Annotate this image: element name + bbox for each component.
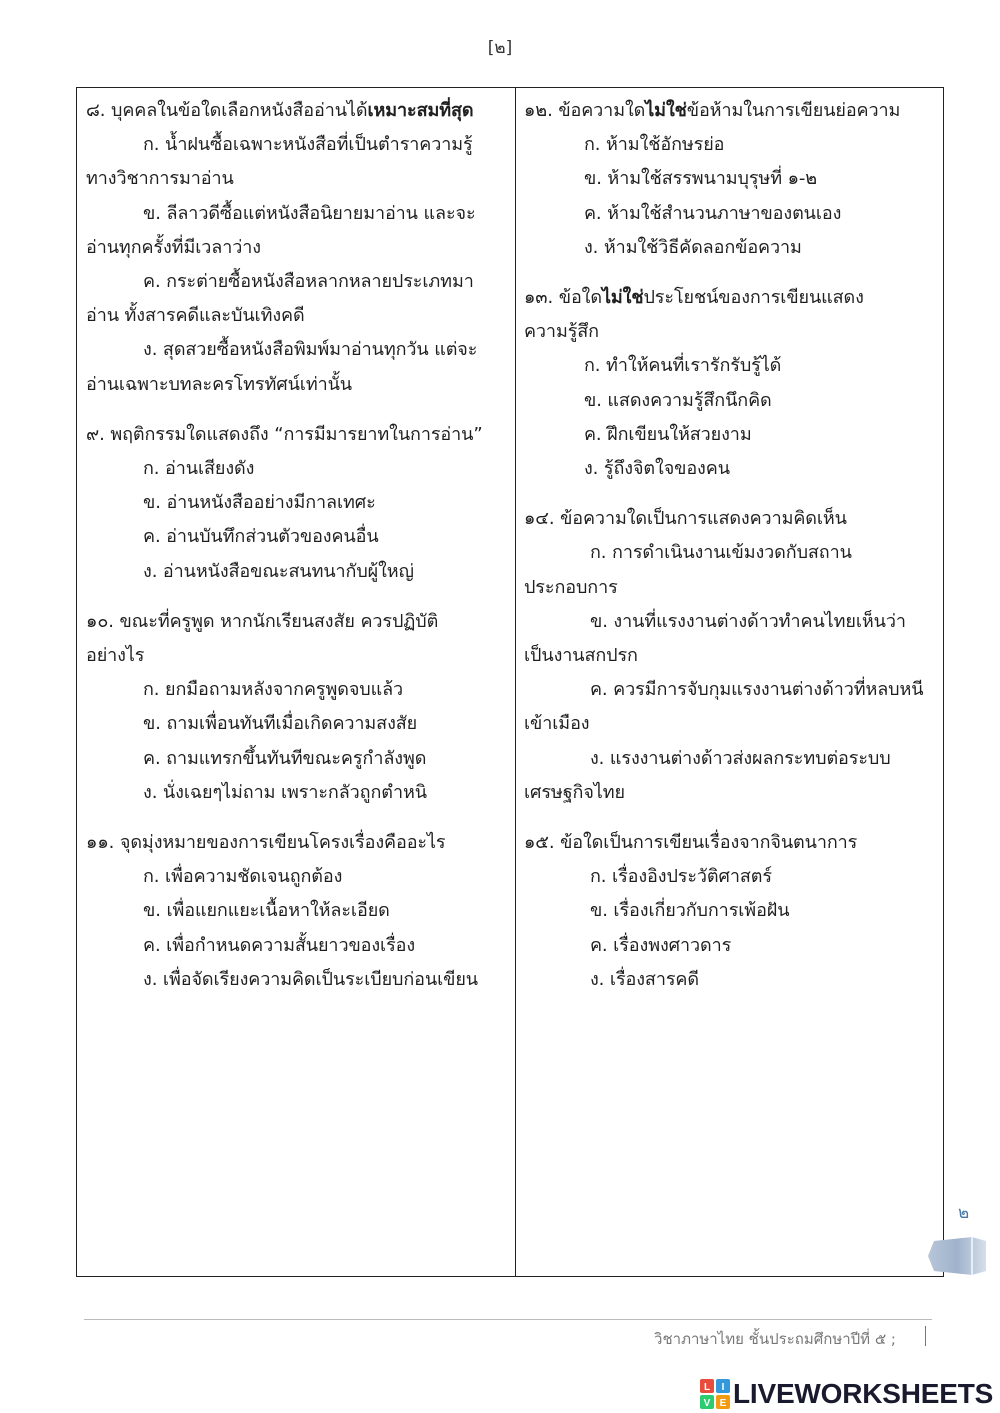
- question-9: [86, 418, 505, 589]
- question-10: [86, 605, 505, 810]
- question-11-stem: ๑๑. จุดมุ่งหมายของการเขียนโครงเรื่องคืออะไร: [86, 832, 446, 854]
- footer-subject: วิชาภาษาไทย ชั้นประถมศึกษาปีที่ ๕ ;: [654, 1330, 896, 1348]
- option-b[interactable]: ข. เรื่องเกี่ยวกับการเพ้อฝัน: [589, 900, 790, 922]
- liveworksheets-logo[interactable]: [700, 1377, 993, 1411]
- exam-table: [76, 87, 944, 1277]
- option-c[interactable]: ค. ถามแทรกขึ้นทันทีขณะครูกำลังพูด: [143, 747, 427, 769]
- page-number: [๒]: [487, 38, 513, 58]
- option-a[interactable]: ก. เพื่อความชัดเจนถูกต้อง: [143, 866, 343, 888]
- option-c-cont: เข้าเมือง: [523, 713, 590, 735]
- option-a[interactable]: ก. เรื่องอิงประวัติศาสตร์: [589, 866, 772, 888]
- svg-text:E: E: [719, 1398, 727, 1409]
- question-15-stem: ๑๕. ข้อใดเป็นการเขียนเรื่องจากจินตนาการ: [523, 832, 858, 854]
- option-a-cont: ทางวิชาการมาอ่าน: [86, 168, 234, 190]
- emphasis-text: เหมาะสมที่สุด: [367, 100, 474, 121]
- option-b[interactable]: ข. ถามเพื่อนทันทีเมื่อเกิดความสงสัย: [143, 713, 418, 735]
- option-b[interactable]: ข. เพื่อแยกแยะเนื้อหาให้ละเอียด: [143, 900, 390, 922]
- svg-text:V: V: [703, 1398, 711, 1409]
- side-page-number: ๒: [958, 1203, 970, 1223]
- option-b[interactable]: ข. งานที่แรงงานต่างด้าวทำคนไทยเห็นว่า: [589, 610, 906, 632]
- option-b[interactable]: ข. แสดงความรู้สึกนึกคิด: [583, 389, 772, 411]
- question-11: [86, 826, 505, 997]
- option-d[interactable]: ง. เรื่องสารคดี: [589, 968, 699, 990]
- svg-text:I: I: [721, 1382, 725, 1393]
- option-d[interactable]: ง. อ่านหนังสือขณะสนทนากับผู้ใหญ่: [143, 560, 414, 582]
- brand-mark-icon: [700, 1379, 730, 1409]
- question-14-stem: ๑๔. ข้อความใดเป็นการแสดงความคิดเห็น: [523, 508, 847, 530]
- question-14: [524, 502, 935, 810]
- question-8: [86, 94, 505, 402]
- option-c-cont: อ่าน ทั้งสารคดีและบันเทิงคดี: [86, 305, 305, 327]
- option-b[interactable]: ข. ลีลาวดีซื้อแต่หนังสือนิยายมาอ่าน และจะ: [143, 202, 476, 224]
- option-a[interactable]: ก. น้ำฝนซื้อเฉพาะหนังสือที่เป็นตำราความรู้: [143, 134, 473, 156]
- option-a-cont: ประกอบการ: [523, 576, 618, 598]
- emphasis-text: ไม่ใช่: [601, 287, 644, 309]
- brand-name: LIVEWORKSHEETS: [733, 1378, 994, 1409]
- question-8-stem: ๘. บุคคลในข้อใดเลือกหนังสืออ่านได้เหมาะสมที่สุด: [86, 100, 474, 121]
- question-9-stem: ๙. พฤติกรรมใดแสดงถึง “การมีมารยาทในการอ่าน”: [86, 423, 483, 445]
- option-a[interactable]: ก. ทำให้คนที่เรารักรับรู้ได้: [583, 355, 782, 377]
- option-d[interactable]: ง. สุดสวยซื้อหนังสือพิมพ์มาอ่านทุกวัน แต่จะ: [143, 339, 478, 361]
- option-d[interactable]: ง. แรงงานต่างด้าวส่งผลกระทบต่อระบบ: [589, 747, 891, 769]
- question-10-stem: ๑๐. ขณะที่ครูพูด หากนักเรียนสงสัย ควรปฏิบัติ: [86, 610, 439, 632]
- option-c[interactable]: ค. เรื่องพงศาวดาร: [589, 934, 732, 956]
- option-d[interactable]: ง. เพื่อจัดเรียงความคิดเป็นระเบียบก่อนเขียน: [143, 968, 478, 990]
- question-13-stem-cont: ความรู้สึก: [523, 321, 599, 343]
- footer-separator: [925, 1326, 926, 1346]
- question-13: [524, 281, 935, 486]
- option-c[interactable]: ค. เพื่อกำหนดความสั้นยาวของเรื่อง: [143, 934, 416, 956]
- left-column: [77, 88, 516, 1276]
- option-d-cont: อ่านเฉพาะบทละครโทรทัศน์เท่านั้น: [86, 373, 353, 395]
- option-b[interactable]: ข. ห้ามใช้สรรพนามบุรุษที่ ๑-๒: [583, 168, 818, 190]
- right-column: [516, 88, 943, 1276]
- emphasis-text: ไม่ใช่: [645, 100, 687, 121]
- option-d[interactable]: ง. รู้ถึงจิตใจของคน: [583, 458, 730, 480]
- option-d-cont: เศรษฐกิจไทย: [523, 781, 625, 803]
- question-13-stem: ๑๓. ข้อใดไม่ใช่ประโยชน์ของการเขียนแสดง: [523, 287, 864, 309]
- option-a[interactable]: ก. การดำเนินงานเข้มงวดกับสถาน: [589, 542, 852, 564]
- option-b-cont: อ่านทุกครั้งที่มีเวลาว่าง: [86, 236, 261, 258]
- svg-text:L: L: [703, 1382, 711, 1393]
- question-10-stem-cont: อย่างไร: [86, 645, 145, 667]
- option-a[interactable]: ก. ห้ามใช้อักษรย่อ: [583, 134, 725, 156]
- option-c[interactable]: ค. กระต่ายซื้อหนังสือหลากหลายประเภทมา: [143, 271, 474, 293]
- question-15: [524, 826, 935, 997]
- option-a[interactable]: ก. ยกมือถามหลังจากครูพูดจบแล้ว: [143, 679, 404, 701]
- option-c[interactable]: ค. ฝึกเขียนให้สวยงาม: [583, 423, 752, 445]
- option-d[interactable]: ง. ห้ามใช้วิธีคัดลอกข้อความ: [583, 236, 802, 258]
- footer-divider: [84, 1319, 932, 1320]
- option-a[interactable]: ก. อ่านเสียงดัง: [143, 458, 255, 480]
- question-12: [524, 94, 935, 265]
- page-tab-decoration: [928, 1237, 986, 1275]
- option-b[interactable]: ข. อ่านหนังสืออย่างมีกาลเทศะ: [143, 492, 376, 514]
- option-b-cont: เป็นงานสกปรก: [523, 645, 638, 667]
- option-d[interactable]: ง. นั่งเฉยๆไม่ถาม เพราะกลัวถูกตำหนิ: [143, 781, 427, 803]
- option-c[interactable]: ค. ห้ามใช้สำนวนภาษาของตนเอง: [583, 202, 842, 224]
- option-c[interactable]: ค. ควรมีการจับกุมแรงงานต่างด้าวที่หลบหนี: [589, 679, 924, 701]
- question-12-stem: ๑๒. ข้อความใดไม่ใช่ข้อห้ามในการเขียนย่อความ: [523, 100, 901, 121]
- option-c[interactable]: ค. อ่านบันทึกส่วนตัวของคนอื่น: [143, 526, 379, 548]
